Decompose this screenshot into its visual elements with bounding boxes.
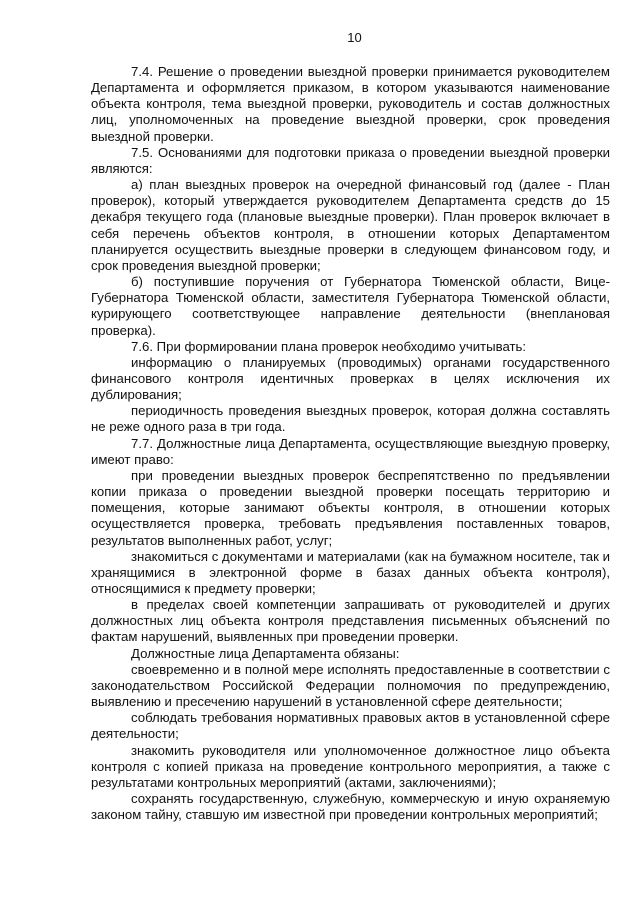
paragraph-7-7-right-3: в пределах своей компетенции запрашивать от руководителей и других должностных лиц объекта контроля представления письменных объяснений по фактам нарушений, выявленных при проведении проверки.	[91, 597, 610, 645]
paragraph-duty-4: сохранять государственную, служебную, коммерческую и иную охраняемую законом тайну, ставшую им известной при проведении контрольных мероприятий;	[91, 791, 610, 823]
paragraph-7-6: 7.6. При формировании плана проверок необходимо учитывать:	[131, 338, 527, 354]
document-body	[91, 64, 610, 823]
paragraph-7-5-a: а) план выездных проверок на очередной финансовый год (далее - План проверок), который утверждается руководителем Департамента средств до 15 декабря текущего года (плановые выездные проверки). План проверок включает в себя перечень объектов контроля, в отношении которых Департаментом планируется осуществить выездные проверки в следующем финансовом году, и срок проведения выездной проверки;	[91, 177, 610, 273]
paragraph-7-7-right-2: знакомиться с документами и материалами (как на бумажном носителе, так и хранящимися в электронной форме в базах данных объекта контроля), относящимися к предмету проверки;	[91, 548, 610, 596]
paragraph-duty-3: знакомить руководителя или уполномоченное должностное лицо объекта контроля с копией приказа на проведение контрольного мероприятия, а также с результатами контрольных мероприятий (актами, заключениями);	[91, 742, 610, 790]
paragraph-7-5-b: б) поступившие поручения от Губернатора Тюменской области, Вице-Губернатора Тюменской области, заместителя Губернатора Тюменской области, курирующего соответствующее направление деятельности (внеплановая проверка).	[91, 274, 610, 338]
paragraph-7-7-right-1: при проведении выездных проверок беспрепятственно по предъявлении копии приказа о проведении выездной проверки посещать территорию и помещения, которые занимают объекты контроля, в отношении которых осуществляется проверка, требовать предъявления поставленных товаров, результатов выполненных работ, услуг;	[91, 467, 610, 548]
paragraph-7-7: 7.7. Должностные лица Департамента, осуществляющие выездную проверку, имеют право:	[91, 435, 610, 467]
paragraph-7-5: 7.5. Основаниями для подготовки приказа о проведении выездной проверки являются:	[91, 144, 610, 176]
paragraph-7-4: 7.4. Решение о проведении выездной проверки принимается руководителем Департамента и оформляется приказом, в котором указываются наименование объекта контроля, тема выездной проверки, руководитель и состав должностных лиц, уполномоченных на проведение выездной проверки, срок проведения выездной проверки.	[91, 64, 610, 144]
paragraph-duty-1: своевременно и в полной мере исполнять предоставленные в соответствии с законодательством Российской Федерации полномочия по предупреждению, выявлению и пресечению нарушений в установленной сфере деятельности;	[91, 661, 610, 710]
paragraph-duties-heading: Должностные лица Департамента обязаны:	[131, 645, 400, 661]
paragraph-7-6-item-2: периодичность проведения выездных проверок, которая должна составлять не реже одного раза в три года.	[91, 403, 610, 435]
paragraph-7-6-item-1: информацию о планируемых (проводимых) органами государственного финансового контроля идентичных проверках в целях исключения их дублирования;	[91, 354, 610, 403]
page-number: 10	[347, 30, 362, 45]
paragraph-duty-2: соблюдать требования нормативных правовых актов в установленной сфере деятельности;	[91, 710, 610, 742]
